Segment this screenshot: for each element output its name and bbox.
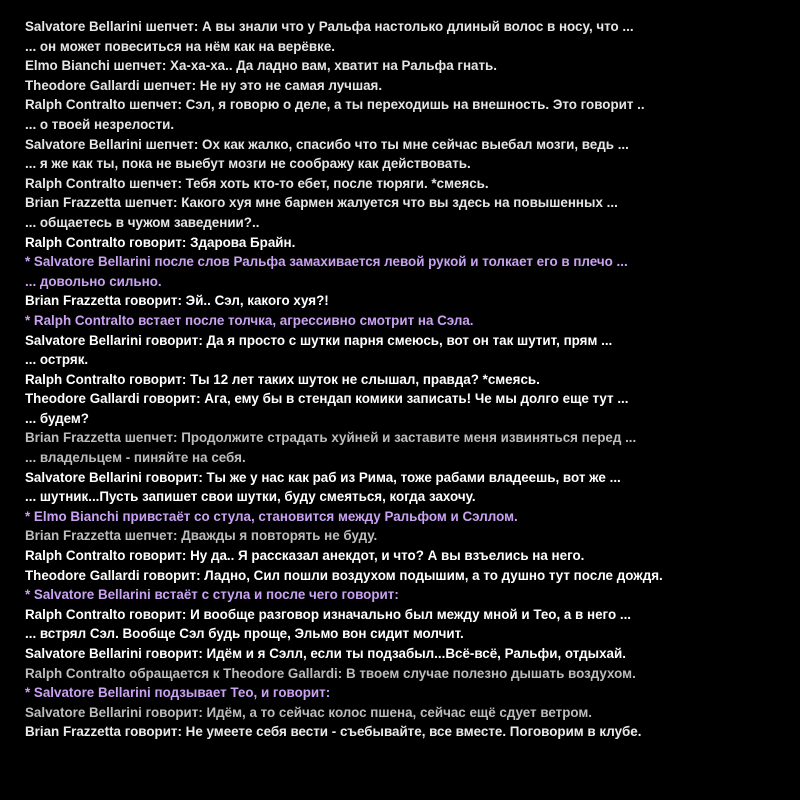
chat-line-say: ... остряк. — [25, 352, 89, 368]
chat-line-whisper: Brian Frazzetta шепчет: Какого хуя мне бармен жалуется что вы здесь на повышенных ... — [25, 195, 618, 211]
chat-line-action: * Salvatore Bellarini после слов Ральфа замахивается левой рукой и толкает его в плечо ... — [25, 254, 628, 270]
chat-line-say: Theodore Gallardi говорит: Ага, ему бы в стендап комики записать! Че мы долго еще тут ... — [25, 391, 629, 407]
chat-line-say: Ralph Contralto говорит: И вообще разговор изначально был между мной и Тео, а в него ... — [25, 606, 632, 622]
chat-line-say: Ralph Contralto говорит: Ты 12 лет таких шуток не слышал, правда? *смеясь. — [25, 371, 540, 387]
chat-line-say: Theodore Gallardi говорит: Ладно, Сил пошли воздухом подышим, а то душно тут после дождя. — [25, 567, 663, 583]
chat-line-whisper: Ralph Contralto шепчет: Сэл, я говорю о деле, а ты переходишь на внешность. Это говорит .. — [25, 97, 645, 113]
chat-line-whisper: ... общаетесь в чужом заведении?.. — [25, 214, 260, 230]
chat-line-faint: Brian Frazzetta шепчет: Продолжите страдать хуйней и заставите меня извиняться перед ... — [25, 430, 637, 446]
chat-line-say: Salvatore Bellarini говорит: Идём и я Сэлл, если ты подзабыл...Всё-всё, Ральфи, отдыхай. — [25, 646, 626, 661]
chat-line-action: * Elmo Bianchi привстаёт со стула, становится между Ральфом и Сэллом. — [25, 508, 518, 524]
chat-line-action: ... довольно сильно. — [25, 273, 162, 289]
chat-log — [25, 17, 795, 742]
chat-line-light: Brian Frazzetta говорит: Не умеете себя вести - съебывайте, все вместе. Поговорим в клубе. — [25, 724, 642, 740]
chat-line-whisper: ... он может повеситься на нём как на верёвке. — [25, 38, 335, 54]
chat-line-say: Salvatore Bellarini говорит: Да я просто с шутки парня смеюсь, вот он так шутит, прям ... — [25, 332, 613, 348]
chat-line-say: Brian Frazzetta говорит: Эй.. Сэл, какого хуя?! — [25, 293, 329, 309]
chat-line-action: * Salvatore Bellarini подзывает Тео, и говорит: — [25, 685, 331, 701]
chat-line-faint: Ralph Contralto обращается к Theodore Gallardi: В твоем случае полезно дышать воздухом. — [25, 665, 636, 681]
chat-line-action: * Ralph Contralto встает после толчка, агрессивно смотрит на Сэла. — [25, 312, 474, 328]
chat-line-faint: Salvatore Bellarini говорит: Идём, а то сейчас колос пшена, сейчас ещё сдует ветром. — [25, 704, 593, 720]
chat-line-whisper: Theodore Gallardi шепчет: Не ну это не самая лучшая. — [25, 77, 383, 93]
chat-line-say: ... встрял Сэл. Вообще Сэл будь проще, Эльмо вон сидит молчит. — [25, 626, 464, 642]
chat-line-say: Ralph Contralto говорит: Ну да.. Я рассказал анекдот, и что? А вы взъелись на него. — [25, 548, 585, 564]
chat-line-faint: ... владельцем - пиняйте на себя. — [25, 450, 246, 466]
chat-line-say: Salvatore Bellarini говорит: Ты же у нас как раб из Рима, тоже рабами владеешь, вот же ... — [25, 469, 621, 485]
chat-line-faint: Brian Frazzetta шепчет: Дважды я повторять не буду. — [25, 528, 378, 544]
chat-line-say: ... будем? — [25, 410, 89, 426]
chat-line-whisper: Salvatore Bellarini шепчет: А вы знали что у Ральфа настолько длиный волос в носу, что ... — [25, 19, 634, 34]
chat-line-whisper: ... о твоей незрелости. — [25, 116, 175, 132]
chat-line-say: ... шутник...Пусть запишет свои шутки, буду смеяться, когда захочу. — [25, 489, 476, 505]
chat-line-say: Ralph Contralto говорит: Здарова Брайн. — [25, 234, 296, 250]
chat-line-action: * Salvatore Bellarini встаёт с стула и после чего говорит: — [25, 587, 399, 603]
chat-line-whisper: Elmo Bianchi шепчет: Ха-ха-ха.. Да ладно вам, хватит на Ральфа гнать. — [25, 58, 497, 74]
chat-line-whisper: ... я же как ты, пока не выебут мозги не соображу как действовать. — [25, 156, 471, 172]
chat-line-whisper: Salvatore Bellarini шепчет: Ох как жалко, спасибо что ты мне сейчас выебал мозги, ведь ... — [25, 136, 629, 152]
chat-line-whisper: Ralph Contralto шепчет: Тебя хоть кто-то ебет, после тюряги. *смеясь. — [25, 175, 489, 191]
